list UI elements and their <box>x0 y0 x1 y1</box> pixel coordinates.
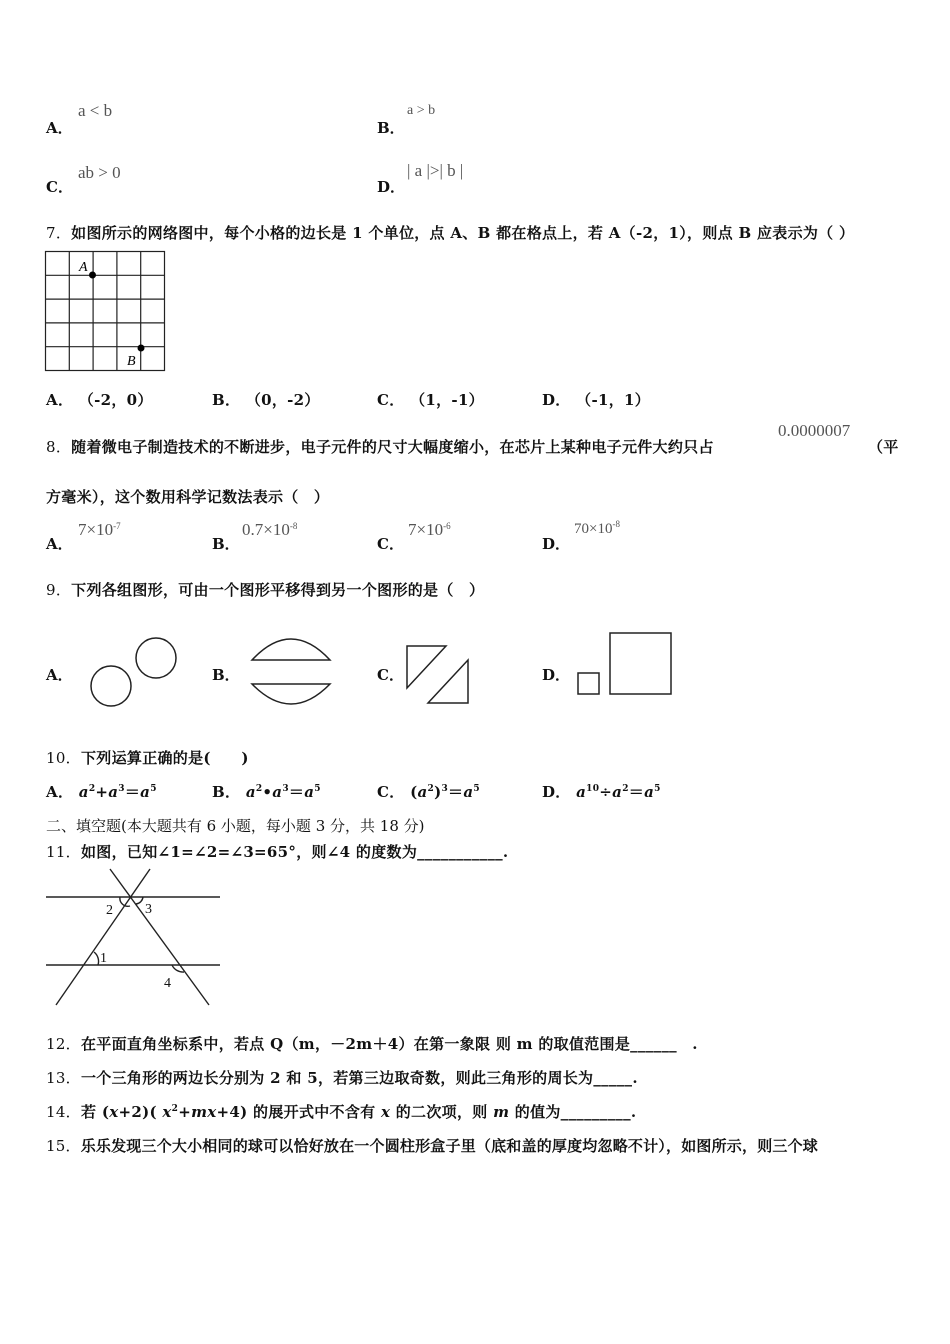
q8-option-c-exp: -6 <box>443 521 451 531</box>
q7-number: 7． <box>46 224 72 242</box>
q8-option-a-exp: -7 <box>113 521 121 531</box>
point-a <box>89 272 96 279</box>
q6-option-d-expr: | a |>| b | <box>407 161 464 180</box>
point-b-label: B <box>127 354 136 369</box>
q7-option-c-label: C． <box>377 391 405 409</box>
q8-option-d-base: 70×10 <box>574 521 613 537</box>
q8-option-d-expr <box>574 521 620 538</box>
q10-option-c: C． $(a^2)^3=a^5$ <box>377 783 480 801</box>
q8-option-b-base: 0.7×10 <box>242 520 290 539</box>
q9-text: 下列各组图形，可由一个图形平移得到另一个图形的是（ ） <box>71 581 485 599</box>
q7-option-d <box>542 389 650 410</box>
q7-option-a-label: A． <box>46 391 74 409</box>
angle-1-label: 1 <box>100 951 107 966</box>
circle-shape <box>136 638 176 678</box>
q6-option-b-expr: a > b <box>407 103 436 118</box>
q8-text-part1: 随着微电子制造技术的不断进步，电子元件的尺寸大幅度缩小，在芯片上某种电子元件大约只占 <box>71 438 714 456</box>
q9-figure-c <box>404 643 474 708</box>
q10-option-a-label: A． <box>46 783 74 801</box>
q8-option-b-label: B． <box>212 535 240 553</box>
q8-text-part3: 方毫米），这个数用科学记数法表示（ ） <box>46 488 330 506</box>
grid-border <box>46 252 165 371</box>
q11-text: 如图，已知∠1=∠2=∠3=65°，则∠4 的度数为___________. <box>81 843 509 861</box>
q6-option-a-expr: a < b <box>78 101 113 120</box>
transversal-left <box>56 869 150 1005</box>
q12-text: 在平面直角坐标系中，若点 Q（m，－2m＋4）在第一象限 则 m 的取值范围是______ . <box>81 1035 698 1053</box>
q8-option-c-label: C． <box>377 535 404 553</box>
q15-number: 15． <box>46 1137 81 1155</box>
q6-option-a-label: A． <box>46 119 73 137</box>
angle-3-label: 3 <box>145 902 152 917</box>
q10-option-b-label: B． <box>212 783 241 801</box>
q7-option-d-label: D． <box>542 391 571 409</box>
q9-figure-b <box>250 636 335 706</box>
q13-stem <box>46 1067 638 1088</box>
q12-stem <box>46 1033 698 1054</box>
q10-number: 10． <box>46 749 81 767</box>
q9-option-d-label: D． <box>542 666 571 684</box>
angle-1-arc <box>94 952 99 965</box>
q8-option-a-base: 7×10 <box>78 520 114 539</box>
q10-option-a: A． $a^2+a^3=a^5$ <box>46 783 157 801</box>
q7-grid-figure <box>45 251 167 373</box>
q10-option-d-label: D． <box>542 783 571 801</box>
triangle-shape <box>428 660 468 703</box>
q7-stem <box>46 222 854 243</box>
q14-number: 14． <box>46 1103 81 1121</box>
q8-option-a-label: A． <box>46 535 73 553</box>
q7-option-a <box>46 389 153 410</box>
q9-figure-d <box>575 630 675 698</box>
angle-4-label: 4 <box>164 976 171 991</box>
q10-option-b: B． $a^2•a^3=a^5$ <box>212 783 321 801</box>
q9-option-a-label: A． <box>46 666 73 684</box>
q11-stem <box>46 841 508 862</box>
q10-option-d: D． $a^{10}\div a^2=a^5$ <box>542 783 661 801</box>
q6-option-b-label: B． <box>377 119 405 137</box>
q7-option-b <box>212 389 320 410</box>
segment-shape-top <box>252 639 330 660</box>
q7-text: 如图所示的网络图中，每个小格的边长是 1 个单位，点 A、B 都在格点上，若 A（-2，1），则点 B 应表示为（ ） <box>71 224 855 242</box>
q7-option-c-text: （1，-1） <box>410 391 484 409</box>
section-title: 二、填空题(本大题共有 6 小题，每小题 3 分，共 18 分) <box>46 817 425 835</box>
point-a-label: A <box>79 260 88 275</box>
q8-option-d-label: D． <box>542 535 571 553</box>
q8-value: 0.0000007 <box>778 421 851 440</box>
circle-shape <box>91 666 131 706</box>
q12-number: 12． <box>46 1035 81 1053</box>
q7-option-d-text: （-1，1） <box>576 391 651 409</box>
angle-3-arc <box>136 897 143 904</box>
q11-angle-figure <box>44 866 224 1011</box>
q7-option-a-text: （-2，0） <box>78 391 153 409</box>
q14-stem: 14．若 (x+2)( $x^2+mx+4$) 的展开式中不含有 x 的二次项，则 m 的值为_________. <box>46 1103 637 1121</box>
q8-text-part2: （平 <box>868 438 899 456</box>
q9-figure-a <box>88 635 188 715</box>
q10-option-c-label: C． <box>377 783 405 801</box>
q7-option-b-text: （0，-2） <box>245 391 320 409</box>
q8-number: 8． <box>46 438 72 456</box>
transversal-right <box>110 869 209 1005</box>
q8-option-a-expr <box>78 520 121 540</box>
q9-option-c-label: C． <box>377 666 404 684</box>
q6-option-c-label: C． <box>46 178 73 196</box>
large-square-shape <box>610 633 671 694</box>
q15-stem <box>46 1135 818 1156</box>
segment-shape-bottom <box>252 684 330 704</box>
q13-number: 13． <box>46 1069 81 1087</box>
q8-option-c-expr <box>408 520 451 540</box>
q15-text: 乐乐发现三个大小相同的球可以恰好放在一个圆柱形盒子里（底和盖的厚度均忽略不计），如图所示，则三个球 <box>80 1137 818 1155</box>
q7-option-b-label: B． <box>212 391 241 409</box>
small-square-shape <box>578 673 599 694</box>
triangle-shape <box>407 646 446 688</box>
q13-text: 一个三角形的两边长分别为 2 和 5，若第三边取奇数，则此三角形的周长为_____. <box>81 1069 638 1087</box>
q10-stem <box>46 747 249 768</box>
q11-number: 11． <box>46 843 81 861</box>
q10-text: 下列运算正确的是( ) <box>81 749 249 767</box>
point-b <box>138 345 145 352</box>
q9-number: 9． <box>46 581 72 599</box>
q7-option-c <box>377 389 484 410</box>
q9-stem <box>46 579 484 600</box>
q6-option-c-expr: ab > 0 <box>78 163 121 182</box>
q8-option-d-exp: -8 <box>612 519 620 529</box>
angle-2-label: 2 <box>106 903 113 918</box>
q8-option-b-exp: -8 <box>289 521 298 531</box>
q9-option-b-label: B． <box>212 666 240 684</box>
q6-option-d-label: D． <box>377 178 406 196</box>
q8-option-c-base: 7×10 <box>408 520 444 539</box>
q8-stem-line1 <box>46 436 714 457</box>
q8-option-b-expr <box>242 520 297 540</box>
